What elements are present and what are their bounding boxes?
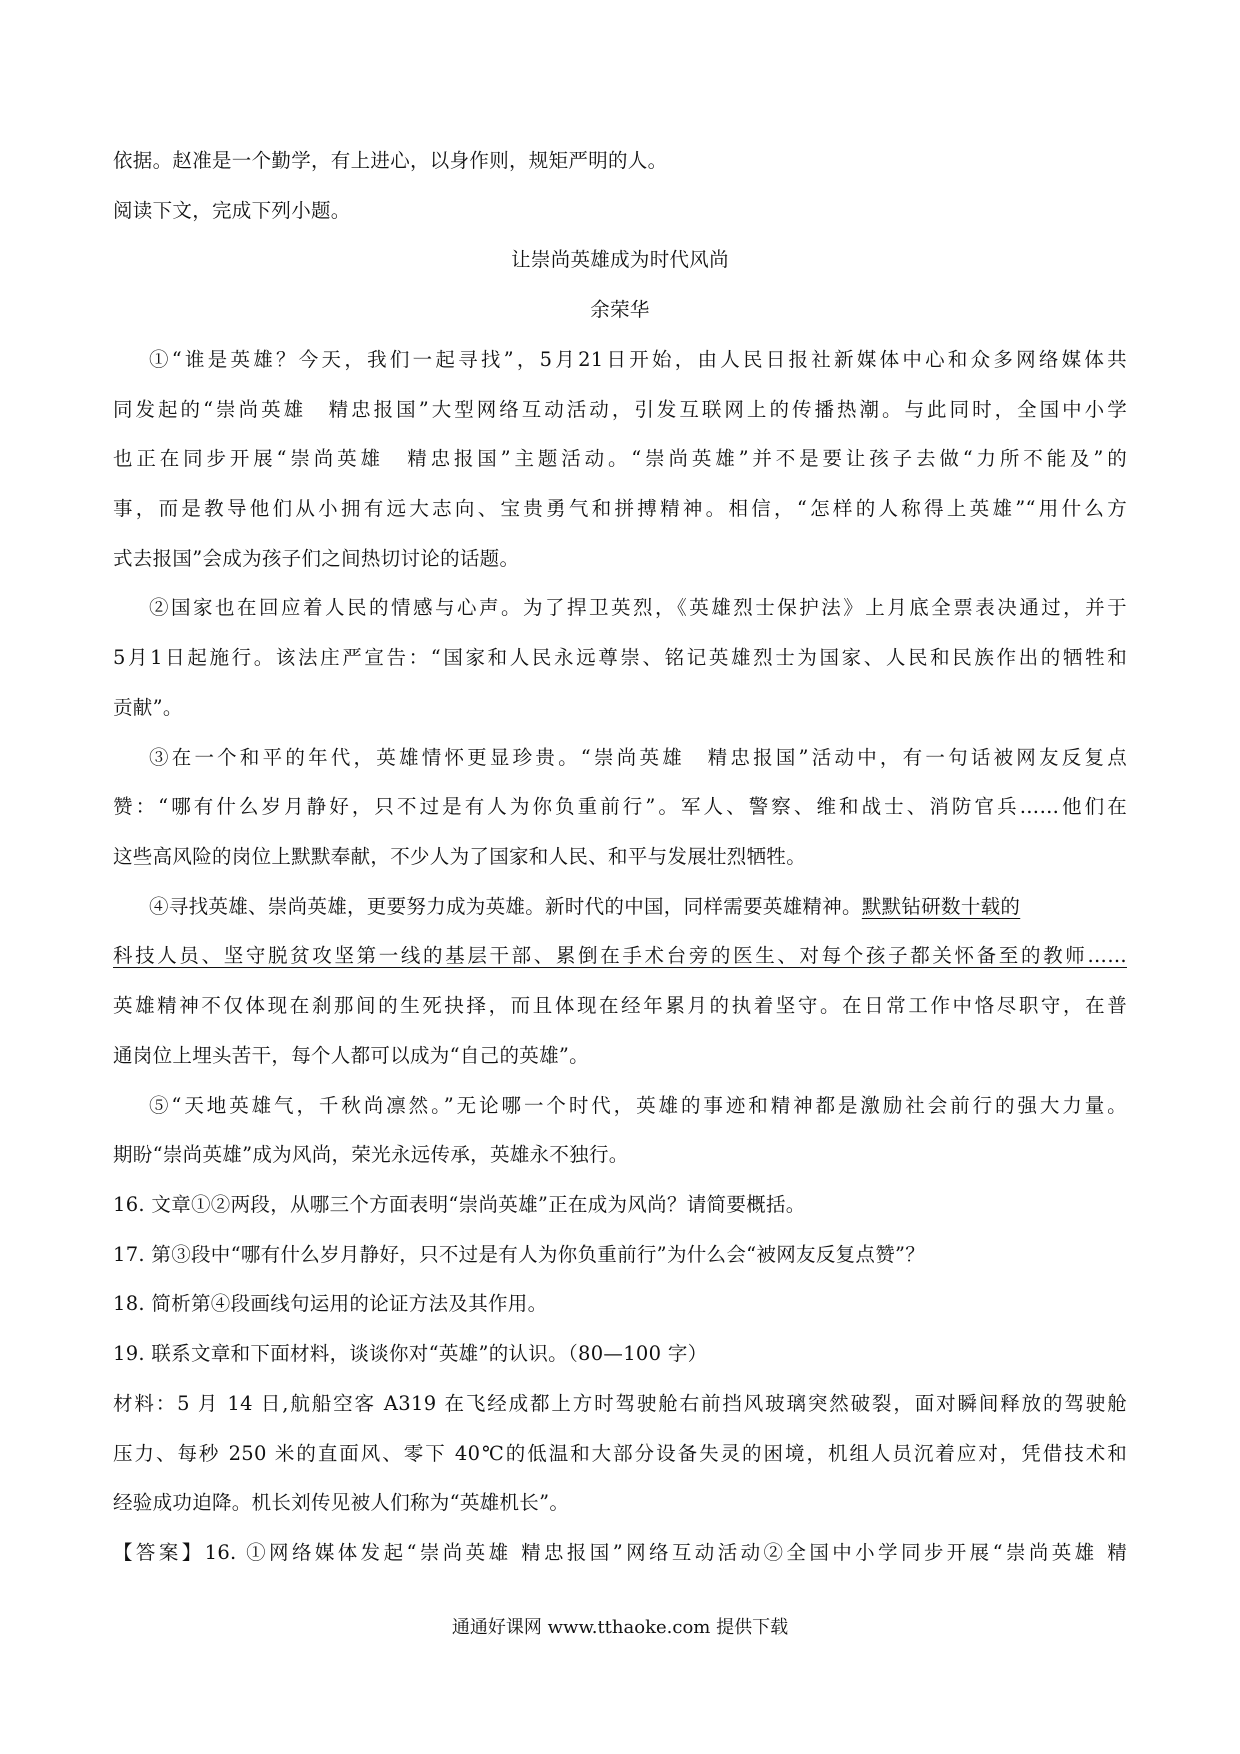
paragraph-3-line: ③在一个和平的年代，英雄情怀更显珍贵。“崇尚英雄 精忠报国”活动中，有一句话被网友反复点 xyxy=(149,746,1127,769)
answer-line: 【答案】16. ①网络媒体发起“崇尚英雄 精忠报国”网络互动活动②全国中小学同步开展“崇尚英雄 精 xyxy=(113,1541,1127,1564)
paragraph-3-line: 这些高风险的岗位上默默奉献，不少人为了国家和人民、和平与发展壮烈牺牲。 xyxy=(113,845,807,868)
paragraph-1-line: 也正在同步开展“崇尚英雄 精忠报国”主题活动。“崇尚英雄”并不是要让孩子去做“力所不能及”的 xyxy=(113,447,1127,470)
paragraph-4-line: 英雄精神不仅体现在刹那间的生死抉择，而且体现在经年累月的执着坚守。在日常工作中恪尽职守，在普 xyxy=(113,994,1127,1017)
paragraph-5-line: 期盼“崇尚英雄”成为风尚，荣光永远传承，英雄永不独行。 xyxy=(113,1143,629,1166)
paragraph-4-line: 通岗位上埋头苦干，每个人都可以成为“自己的英雄”。 xyxy=(113,1044,589,1067)
question-17: 17. 第③段中“哪有什么岁月静好，只不过是有人为你负重前行”为什么会“被网友反复点赞”？ xyxy=(113,1243,926,1266)
paragraph-4-line xyxy=(149,894,1127,920)
article-author: 余荣华 xyxy=(590,298,650,321)
underlined-sentence-line: 科技人员、坚守脱贫攻坚第一线的基层干部、累倒在手术台旁的医生、对每个孩子都关怀备至的教师…… xyxy=(113,944,1127,967)
material-line: 经验成功迫降。机长刘传见被人们称为“英雄机长”。 xyxy=(113,1491,570,1514)
article-title: 让崇尚英雄成为时代风尚 xyxy=(511,248,729,271)
text-line: 阅读下文，完成下列小题。 xyxy=(113,199,351,222)
paragraph-5-line: ⑤“天地英雄气，千秋尚凛然。”无论哪一个时代，英雄的事迹和精神都是激励社会前行的强大力量。 xyxy=(149,1094,1127,1117)
paragraph-1-line: 事，而是教导他们从小拥有远大志向、宝贵勇气和拼搏精神。相信，“怎样的人称得上英雄”“用什么方 xyxy=(113,497,1127,520)
paragraph-3-line: 赞：“哪有什么岁月静好，只不过是有人为你负重前行”。军人、警察、维和战士、消防官兵……他们在 xyxy=(113,795,1127,818)
paragraph-1-line: 同发起的“崇尚英雄 精忠报国”大型网络互动活动，引发互联网上的传播热潮。与此同时，全国中小学 xyxy=(113,398,1127,421)
page-footer: 通通好课网 www.tthaoke.com 提供下载 xyxy=(451,1617,789,1638)
paragraph-1-line: 式去报国”会成为孩子们之间热切讨论的话题。 xyxy=(113,547,520,570)
underlined-sentence: 默默钻研数十载的 xyxy=(861,895,1021,918)
paragraph-2-line: ②国家也在回应着人民的情感与心声。为了捍卫英烈，《英雄烈士保护法》上月底全票表决通过，并于 xyxy=(149,596,1127,619)
question-19: 19. 联系文章和下面材料，谈谈你对“英雄”的认识。（80—100 字） xyxy=(113,1342,708,1365)
question-16: 16. 文章①②两段，从哪三个方面表明“崇尚英雄”正在成为风尚？请简要概括。 xyxy=(113,1193,806,1216)
paragraph-4-text: ④寻找英雄、崇尚英雄，更要努力成为英雄。新时代的中国，同样需要英雄精神。 xyxy=(149,895,862,918)
material-line: 材料：5 月 14 日,航船空客 A319 在飞经成都上方时驾驶舱右前挡风玻璃突然破裂，面对瞬间释放的驾驶舱 xyxy=(113,1392,1127,1415)
paragraph-2-line: 贡献”。 xyxy=(113,696,183,719)
paragraph-1-line: ①“谁是英雄？今天，我们一起寻找”，5月21日开始，由人民日报社新媒体中心和众多网络媒体共 xyxy=(149,348,1127,371)
question-18: 18. 简析第④段画线句运用的论证方法及其作用。 xyxy=(113,1292,548,1315)
paragraph-2-line: 5月1日起施行。该法庄严宣告：“国家和人民永远尊崇、铭记英雄烈士为国家、人民和民族作出的牺牲和 xyxy=(113,646,1127,669)
text-line: 依据。赵准是一个勤学，有上进心，以身作则，规矩严明的人。 xyxy=(113,149,668,172)
material-line: 压力、每秒 250 米的直面风、零下 40℃的低温和大部分设备失灵的困境，机组人员沉着应对，凭借技术和 xyxy=(113,1442,1127,1465)
